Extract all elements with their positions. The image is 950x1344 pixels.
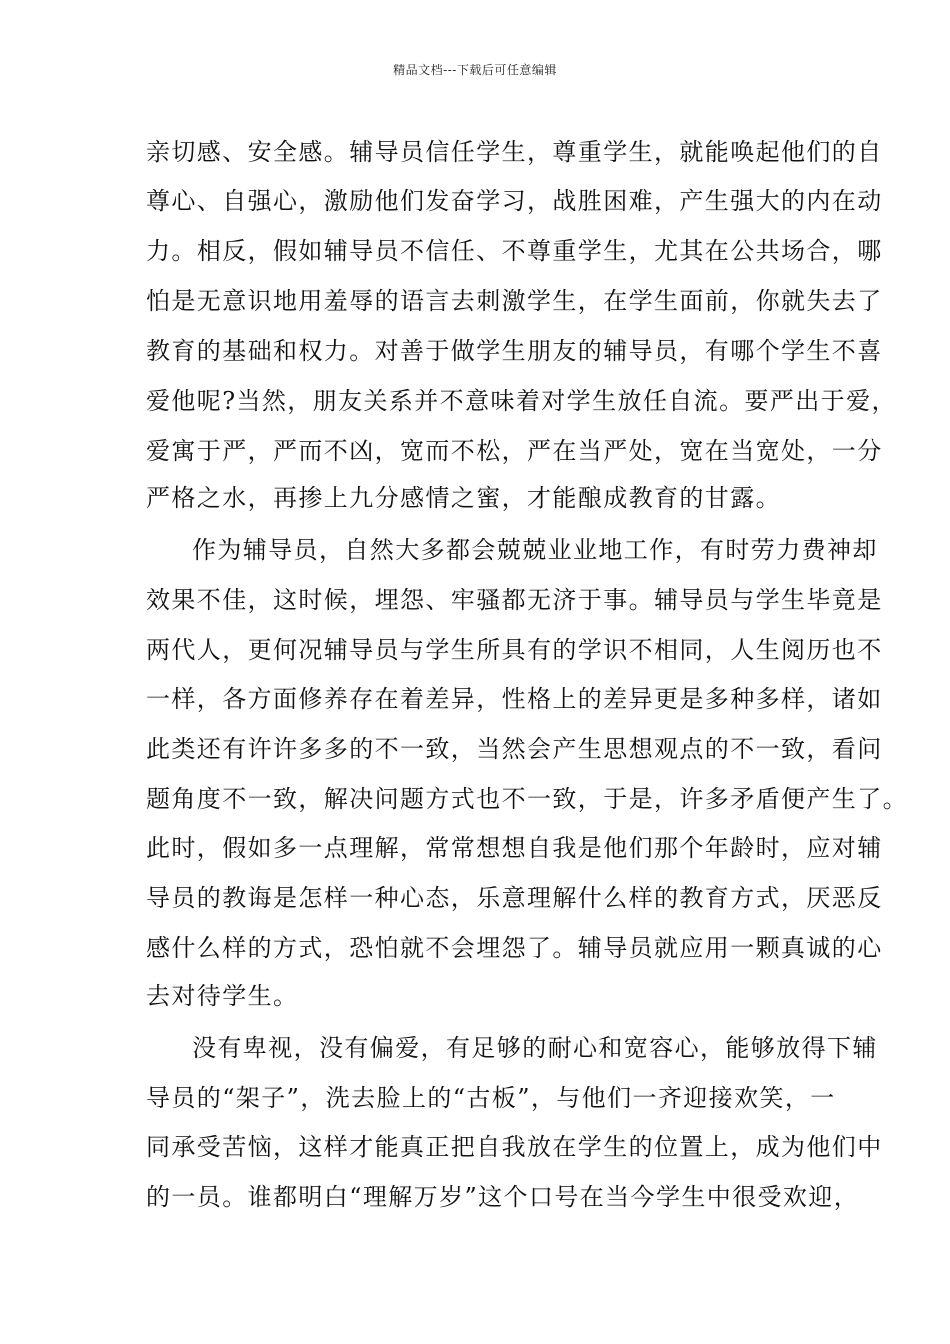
text-line: 教育的基础和权力。对善于做学生朋友的辅导员，有哪个学生不喜 bbox=[146, 337, 883, 365]
text-line: 一样，各方面修养存在着差异，性格上的差异更是多种多样，诸如 bbox=[146, 685, 883, 713]
text-line: 导员的教诲是怎样一种心态，乐意理解什么样的教育方式，厌恶反 bbox=[146, 884, 883, 912]
text-line: 此类还有许许多多的不一致，当然会产生思想观点的不一致，看问 bbox=[146, 735, 883, 763]
text-line: 的一员。谁都明白“理解万岁”这个口号在当今学生中很受欢迎， bbox=[146, 1183, 860, 1211]
text-line: 爱寓于严，严而不凶，宽而不松，严在当严处，宽在当宽处，一分 bbox=[146, 437, 883, 465]
text-line: 力。相反，假如辅导员不信任、不尊重学生，尤其在公共场合，哪 bbox=[146, 237, 883, 265]
text-line: 感什么样的方式，恐怕就不会埋怨了。辅导员就应用一颗真诚的心 bbox=[146, 934, 883, 962]
text-line: 两代人，更何况辅导员与学生所具有的学识不相同，人生阅历也不 bbox=[146, 636, 883, 664]
text-line: 导员的“架子”，洗去脸上的“古板”，与他们一齐迎接欢笑，一 bbox=[146, 1084, 836, 1112]
text-line: 尊心、自强心，激励他们发奋学习，战胜困难，产生强大的内在动 bbox=[146, 187, 883, 215]
text-line: 怕是无意识地用羞辱的语言去刺激学生，在学生面前，你就失去了 bbox=[146, 287, 883, 315]
page-header: 精品文档---下载后可任意编辑 bbox=[393, 63, 557, 77]
text-line: 爱他呢?当然，朋友关系并不意味着对学生放任自流。要严出于爱， bbox=[146, 387, 897, 415]
text-line: 亲切感、安全感。辅导员信任学生，尊重学生，就能唤起他们的自 bbox=[146, 138, 883, 166]
text-line: 去对待学生。 bbox=[146, 982, 299, 1010]
text-line: 同承受苦恼，这样才能真正把自我放在学生的位置上，成为他们中 bbox=[146, 1133, 883, 1161]
text-line: 题角度不一致，解决问题方式也不一致，于是，许多矛盾便产生了。 bbox=[146, 785, 908, 813]
paragraph-first-line: 没有卑视，没有偏爱，有足够的耐心和宽容心，能够放得下辅 bbox=[192, 1034, 878, 1062]
paragraph-first-line: 作为辅导员，自然大多都会兢兢业业地工作，有时劳力费神却 bbox=[192, 536, 878, 564]
text-line: 严格之水，再掺上九分感情之蜜，才能酿成教育的甘露。 bbox=[146, 484, 781, 512]
text-line: 效果不佳，这时候，埋怨、牢骚都无济于事。辅导员与学生毕竟是 bbox=[146, 586, 883, 614]
text-line: 此时，假如多一点理解，常常想想自我是他们那个年龄时，应对辅 bbox=[146, 834, 883, 862]
